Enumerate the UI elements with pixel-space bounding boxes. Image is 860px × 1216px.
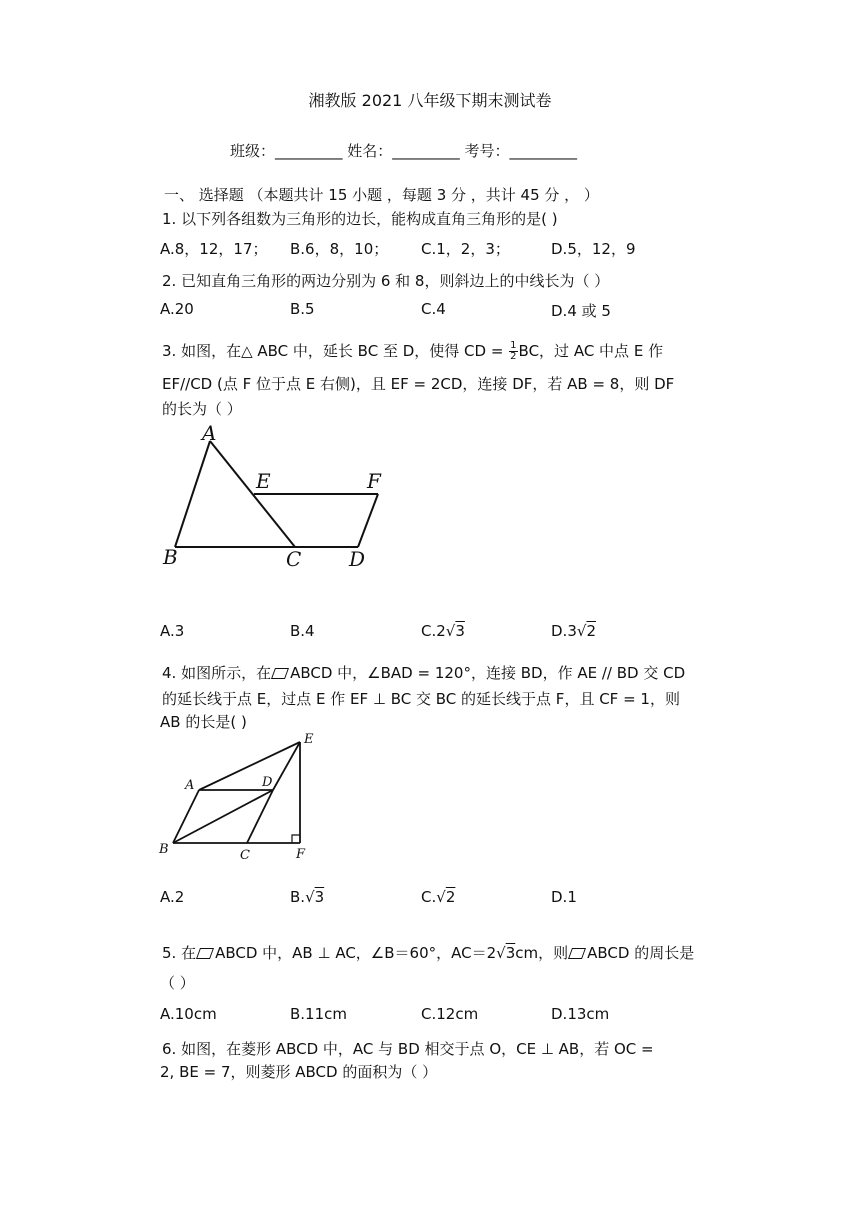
radicand: 3: [314, 888, 325, 906]
question-4-line-3: AB 的长是( ): [160, 713, 247, 731]
q5-option-b: B.11cm: [290, 1005, 348, 1023]
right-angle-mark: [292, 835, 300, 843]
q3-option-d: D.3√2: [551, 622, 596, 640]
radicand: 3: [455, 622, 465, 640]
label-d: D: [349, 547, 366, 571]
q4-option-d: D.1: [551, 888, 577, 906]
q4-option-c: C.√2: [421, 888, 456, 906]
segment-df: [358, 494, 378, 547]
section-heading: 一、 选择题 （本题共计 15 小题 ，每题 3 分 ，共计 45 分 ， ）: [164, 186, 599, 204]
q5-option-d: D.13cm: [551, 1005, 610, 1023]
parallelogram-icon: [271, 668, 289, 679]
radicand: 3: [505, 944, 516, 962]
question-2-stem: 2. 已知直角三角形的两边分别为 6 和 8，则斜边上的中线长为（ ）: [162, 272, 610, 290]
q2-option-d: D.4 或 5: [551, 302, 611, 320]
label-c: C: [240, 848, 250, 863]
q3-stem-part-a: 3. 如图，在△ ABC 中，延长 BC 至 D，使得 CD =: [162, 342, 509, 360]
label-f: F: [367, 469, 381, 493]
question-5-line-1: 5. 在 ABCD 中，AB ⊥ AC，∠B＝60°，AC＝2√3cm，则 ABCD 的周长是: [162, 944, 695, 962]
q1-option-d: D.5，12，9: [551, 240, 636, 258]
q4-parallelogram-figure: [155, 728, 330, 868]
q5-option-a: A.10cm: [160, 1005, 217, 1023]
q3-option-c: C.2√3: [421, 622, 465, 640]
student-info-line: 班级：_________ 姓名：_________ 考号：_________: [230, 142, 578, 160]
label-b: B: [163, 545, 178, 569]
q4-option-b: B.√3: [290, 888, 325, 906]
q1-option-c: C.1，2，3；: [421, 240, 510, 258]
question-5-line-2: （ ）: [160, 974, 195, 992]
parallelogram-icon: [196, 948, 214, 959]
q3-triangle-figure: [155, 420, 400, 580]
question-6-line-2: 2, BE = 7，则菱形 ABCD 的面积为（ ）: [160, 1063, 438, 1081]
label-a: A: [185, 778, 195, 793]
label-f: F: [296, 847, 306, 862]
q1-option-a: A.8，12，17；: [160, 240, 268, 258]
q1-option-b: B.6，8，10；: [290, 240, 389, 258]
label-e: E: [304, 732, 314, 747]
exam-title: 湘教版 2021 八年级下期末测试卷: [308, 91, 552, 110]
question-4-line-2: 的延长线于点 E，过点 E 作 EF ⊥ BC 交 BC 的延长线于点 F，且 CF = 1，则: [162, 690, 680, 708]
question-3-line-1: [162, 340, 663, 362]
label-e: E: [256, 469, 271, 493]
segment-ae: [199, 742, 300, 790]
question-6-line-1: 6. 如图，在菱形 ABCD 中，AC 与 BD 相交于点 O，CE ⊥ AB，若 OC =: [162, 1040, 654, 1058]
question-3-line-2: EF//CD (点 F 位于点 E 右侧)，且 EF = 2CD，连接 DF，若 AB = 8，则 DF: [162, 375, 675, 393]
radicand: 2: [586, 622, 596, 640]
segment-bd: [173, 790, 273, 843]
q3-option-b: B.4: [290, 622, 315, 640]
label-c: C: [286, 547, 302, 571]
segment-ab: [175, 441, 210, 547]
q5-option-c: C.12cm: [421, 1005, 479, 1023]
parallelogram-icon: [568, 948, 586, 959]
q2-option-b: B.5: [290, 300, 315, 318]
label-d: D: [262, 775, 273, 790]
q3-option-a: A.3: [160, 622, 185, 640]
label-b: B: [159, 842, 169, 857]
question-3-line-3: 的长为（ ）: [162, 400, 242, 418]
q4-option-a: A.2: [160, 888, 185, 906]
q2-option-c: C.4: [421, 300, 446, 318]
question-4-line-1: 4. 如图所示，在 ABCD 中，∠BAD = 120°，连接 BD，作 AE // BD 交 CD: [162, 664, 686, 682]
question-1-stem: 1. 以下列各组数为三角形的边长，能构成直角三角形的是( ): [162, 210, 558, 228]
radicand: 2: [445, 888, 456, 906]
segment-dc: [247, 790, 273, 843]
fraction-one-half: $\frac{1}{2}$: [510, 340, 517, 362]
label-a: A: [202, 421, 217, 445]
q2-option-a: A.20: [160, 300, 194, 318]
q3-stem-part-b: BC，过 AC 中点 E 作: [518, 342, 664, 360]
segment-ba: [173, 790, 199, 843]
